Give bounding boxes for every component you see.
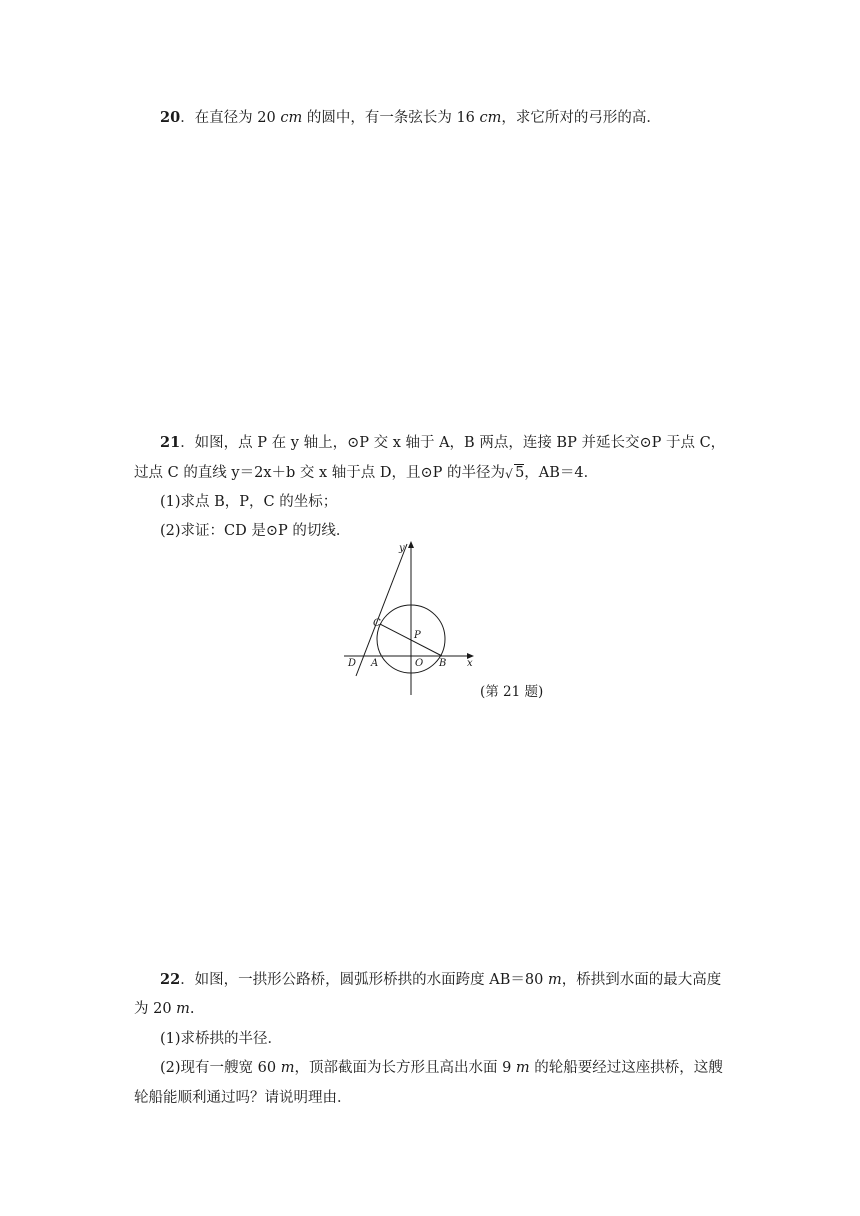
unit: cm <box>280 110 303 126</box>
question-number: 21 <box>160 434 181 451</box>
part-text: 的轮船要经过这座拱桥，这艘 <box>529 1060 723 1076</box>
question-20 <box>160 108 661 128</box>
question-21-line-1 <box>160 433 725 453</box>
question-22-part-1 <box>160 1029 282 1049</box>
label-d: D <box>348 658 357 669</box>
unit: m <box>176 1001 190 1017</box>
part-text: (2)求证：CD 是⊙P 的切线． <box>160 523 351 539</box>
question-number: 22 <box>160 971 181 988</box>
square-root <box>505 463 524 483</box>
label-y-axis: y <box>399 543 405 554</box>
part-text: (1)求点 B，P，C 的坐标； <box>160 494 338 510</box>
question-text: 过点 C 的直线 y＝2x＋b 交 x 轴于点 D，且⊙P 的半径为 <box>134 465 506 481</box>
question-text: ，桥拱到水面的最大高度 <box>561 972 722 988</box>
label-c: C <box>373 618 381 629</box>
radical-sign: √ <box>505 467 513 481</box>
question-text: . <box>189 1001 195 1017</box>
unit: m <box>547 972 562 988</box>
question-text: ，AB＝4． <box>524 465 599 481</box>
question-text: ．如图，点 P 在 y 轴上，⊙P 交 x 轴于 A，B 两点，连接 BP 并延长交⊙P 于点 C， <box>180 435 726 451</box>
question-text: ．如图，一拱形公路桥，圆弧形桥拱的水面跨度 AB＝80 <box>180 972 548 988</box>
y-axis-arrow-icon <box>408 541 414 548</box>
question-21-part-1 <box>160 492 337 512</box>
radicand: 5 <box>515 465 525 481</box>
label-x-axis: x <box>467 658 473 669</box>
question-text: 为 20 <box>134 1001 177 1017</box>
figure-caption: (第 21 题) <box>480 684 544 700</box>
question-22-part-2-cont <box>134 1088 352 1108</box>
question-22-part-2 <box>160 1058 723 1078</box>
question-22-line-2 <box>134 999 195 1019</box>
label-o: O <box>415 658 424 669</box>
unit: m <box>280 1060 295 1076</box>
question-number: 20 <box>160 109 181 126</box>
label-b: B <box>439 658 447 669</box>
part-text: (1)求桥拱的半径． <box>160 1031 283 1047</box>
part-text: ，顶部截面为长方形且高出水面 9 <box>294 1060 516 1076</box>
part-text: 轮船能顺利通过吗？请说明理由． <box>134 1090 352 1106</box>
question-21-part-2 <box>160 521 350 541</box>
question-22-line-1 <box>160 970 721 990</box>
question-text: ，求它所对的弓形的高． <box>501 110 661 126</box>
question-text: ．在直径为 20 <box>180 110 281 126</box>
question-text: 的圆中，有一条弦长为 16 <box>302 110 480 126</box>
figure-21-diagram <box>340 538 480 698</box>
unit: m <box>515 1060 530 1076</box>
unit: cm <box>479 110 502 126</box>
part-text: (2)现有一艘宽 60 <box>160 1060 281 1076</box>
label-p: P <box>414 630 421 641</box>
question-21-line-2 <box>134 463 598 483</box>
label-a: A <box>371 658 379 669</box>
